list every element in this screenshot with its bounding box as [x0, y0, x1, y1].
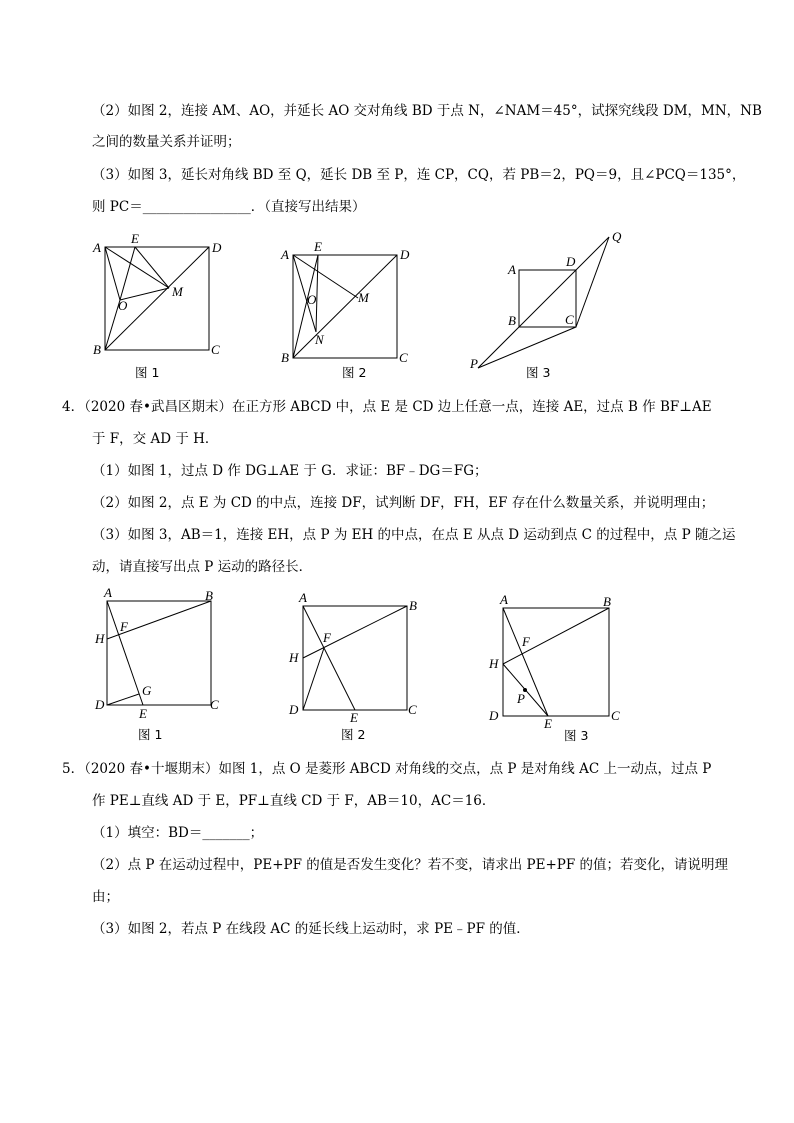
- square: [107, 601, 211, 705]
- segment-ae: [107, 601, 143, 705]
- q4-figure-3-svg: [486, 592, 636, 747]
- label-g: G: [142, 683, 152, 698]
- q3-figure-3: [466, 226, 636, 386]
- caption: 图 3: [526, 365, 551, 380]
- segment-am: [293, 255, 358, 298]
- caption: 图 1: [135, 365, 160, 380]
- label-a: A: [104, 585, 112, 600]
- label-p: P: [470, 356, 478, 371]
- q5-part3: （3）如图 2，若点 P 在线段 AC 的延长线上运动时，求 PE﹣PF 的值．: [92, 921, 530, 937]
- label-m: M: [358, 290, 369, 305]
- label-d: D: [289, 702, 299, 717]
- q5-stem-line1: 5．（2020 春•十堰期末）如图 1，点 O 是菱形 ABCD 对角线的交点，点 P 是对角线 AC 上一动点，过点 P: [62, 761, 712, 777]
- segment-pb: [478, 327, 519, 368]
- label-h: H: [289, 650, 299, 665]
- q3-figure-1: [90, 230, 230, 385]
- label-f: F: [120, 619, 128, 634]
- label-o: O: [307, 292, 317, 307]
- q4-figure-1: [90, 585, 230, 745]
- q3-figure-2-svg: [278, 238, 418, 388]
- segment-pc: [478, 327, 576, 368]
- q4-part1: （1）如图 1，过点 D 作 DG⊥AE 于 G．求证：BF﹣DG＝FG；: [92, 463, 488, 479]
- segment-bh: [303, 606, 407, 658]
- q4-part2: （2）如图 2，点 E 为 CD 的中点，连接 DF，试判断 DF，FH，EF 存在什么数量关系，并说明理由；: [92, 495, 715, 511]
- label-e: E: [314, 239, 322, 254]
- q4-stem-line2: 于 F，交 AD 于 H．: [92, 431, 219, 447]
- label-c: C: [399, 350, 408, 365]
- segment-em: [135, 247, 169, 288]
- label-n: N: [315, 332, 324, 347]
- label-a: A: [299, 590, 307, 605]
- label-c: C: [611, 708, 620, 723]
- segment-ae: [503, 608, 548, 716]
- label-h: H: [489, 656, 499, 671]
- label-e: E: [131, 231, 139, 246]
- q5-stem-line2: 作 PE⊥直线 AD 于 E，PF⊥直线 CD 于 F，AB＝10，AC＝16．: [92, 793, 496, 809]
- label-a: A: [93, 240, 101, 255]
- label-d: D: [489, 708, 499, 723]
- caption: 图 3: [564, 728, 589, 743]
- segment-ae: [303, 606, 355, 710]
- label-c: C: [210, 697, 219, 712]
- segment-df: [303, 648, 324, 710]
- label-f: F: [522, 634, 530, 649]
- q4-figure-2: [286, 590, 426, 745]
- q4-figure-1-svg: [90, 585, 230, 745]
- label-p: P: [517, 691, 525, 706]
- q4-figure-3: [486, 592, 636, 747]
- caption: 图 1: [138, 727, 163, 742]
- label-a: A: [281, 247, 289, 262]
- label-d: D: [95, 697, 105, 712]
- segment-cq: [576, 237, 609, 327]
- q4-stem-line1: 4．（2020 春•武昌区期末）在正方形 ABCD 中，点 E 是 CD 边上任意一点，连接 AE，过点 B 作 BF⊥AE: [62, 399, 712, 415]
- q4-part3-line1: （3）如图 3，AB＝1，连接 EH，点 P 为 EH 的中点，在点 E 从点 D 运动到点 C 的过程中，点 P 随之运: [92, 527, 736, 543]
- q5-part2-line1: （2）点 P 在运动过程中，PE+PF 的值是否发生变化？若不变，请求出 PE+PF 的值；若变化，请说明理: [92, 857, 729, 873]
- label-m: M: [172, 284, 183, 299]
- q3-part2-line2: 之间的数量关系并证明；: [92, 134, 241, 150]
- q3-part2-line1: （2）如图 2，连接 AM、AO，并延长 AO 交对角线 BD 于点 N，∠NAM＝45°，试探究线段 DM，MN，NB: [92, 103, 762, 119]
- label-c: C: [408, 702, 417, 717]
- q5-part2-line2: 由；: [92, 889, 119, 905]
- label-b: B: [508, 313, 516, 328]
- square: [303, 606, 407, 710]
- q3-figure-3-svg: [466, 226, 636, 386]
- label-b: B: [409, 598, 417, 613]
- q4-figure-2-svg: [286, 590, 426, 745]
- label-a: A: [500, 592, 508, 607]
- label-f: F: [323, 630, 331, 645]
- label-c: C: [211, 342, 220, 357]
- label-d: D: [400, 247, 410, 262]
- label-o: O: [118, 298, 128, 313]
- q4-part3-line2: 动，请直接写出点 P 运动的路径长．: [92, 559, 313, 575]
- label-d: D: [566, 254, 576, 269]
- q5-part1: （1）填空：BD＝_______；: [92, 825, 264, 841]
- label-b: B: [603, 594, 611, 609]
- label-b: B: [281, 350, 289, 365]
- label-b: B: [205, 588, 213, 603]
- segment-dq: [576, 237, 609, 270]
- label-h: H: [95, 631, 105, 646]
- caption: 图 2: [341, 727, 366, 742]
- segment-dg: [107, 694, 139, 705]
- label-q: Q: [612, 229, 622, 244]
- caption: 图 2: [342, 365, 367, 380]
- label-c: C: [565, 312, 574, 327]
- label-a: A: [508, 262, 516, 277]
- q3-part3-line2: 则 PC＝________________．（直接写出结果）: [92, 199, 366, 215]
- segment-oe: [120, 247, 135, 300]
- label-d: D: [212, 240, 222, 255]
- label-b: B: [93, 342, 101, 357]
- q3-figure-2: [278, 238, 418, 388]
- label-e: E: [139, 706, 147, 721]
- label-e: E: [350, 710, 358, 725]
- label-e: E: [544, 716, 552, 731]
- segment-bh: [503, 608, 609, 664]
- q3-figure-1-svg: [90, 230, 230, 385]
- q3-part3-line1: （3）如图 3，延长对角线 BD 至 Q，延长 DB 至 P，连 CP，CQ，若 PB＝2，PQ＝9，且∠PCQ＝135°，: [92, 167, 746, 183]
